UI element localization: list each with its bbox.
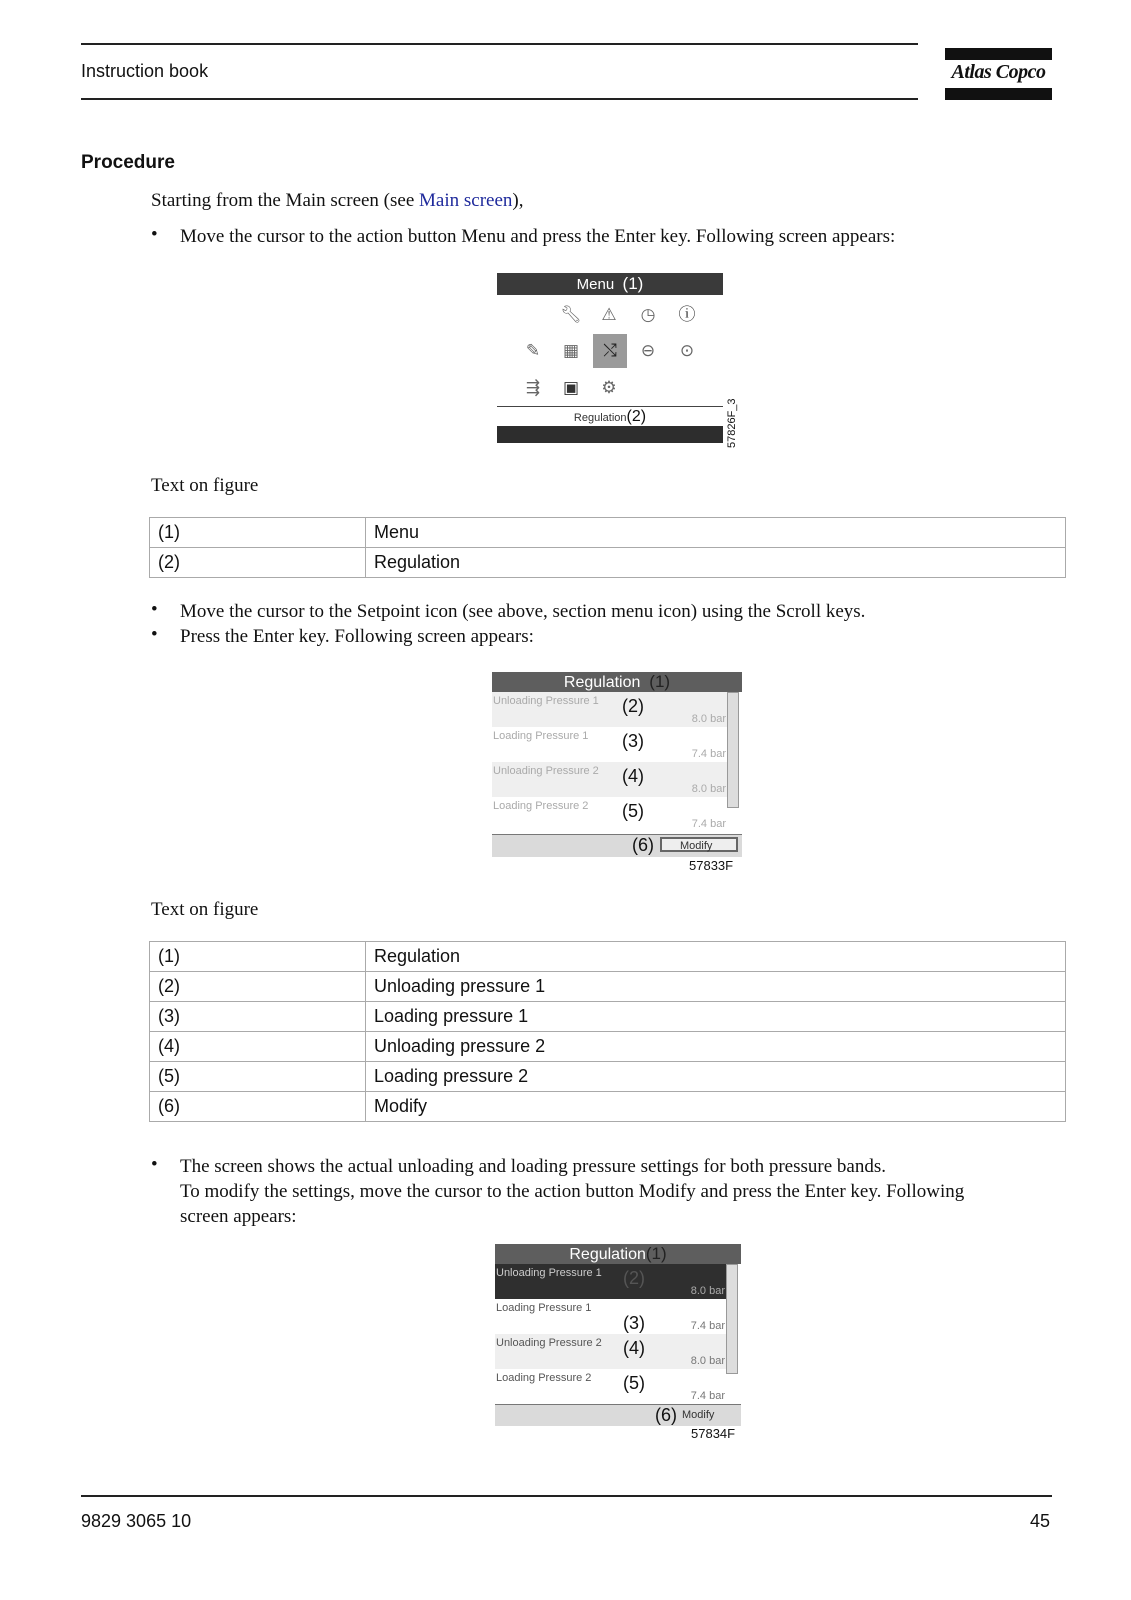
row-value: 8.0 bar (691, 713, 726, 725)
regulation-icon[interactable]: ⤭ (593, 334, 627, 368)
modify-callout: (6) (655, 1405, 677, 1425)
service-icon: ✎ (525, 341, 541, 361)
wrench-icon: 🔧︎ (560, 305, 582, 325)
bullet-menu-instruction: Move the cursor to the action button Menu and press the Enter key. Following screen appears: (180, 226, 896, 247)
legend-label: Regulation (366, 942, 1066, 972)
bullet-enter-instruction: Press the Enter key. Following screen appears: (180, 626, 534, 647)
row-value: 7.4 bar (691, 748, 726, 760)
table-row (150, 972, 1066, 1002)
row-label: Loading Pressure 1 (496, 1302, 592, 1314)
page-number: 45 (1030, 1511, 1051, 1531)
bullet-marker: • (151, 224, 158, 245)
intro-prefix: Starting from the Main screen (see (151, 190, 420, 211)
row-value: 7.4 bar (690, 1320, 725, 1332)
legend-num: (4) (150, 1032, 366, 1062)
figure1-code: 57826F_3 (726, 398, 738, 448)
document-number: 9829 3065 10 (81, 1511, 192, 1531)
logo-wordmark: Atlas Copco (951, 61, 1046, 83)
settings-icon: ⚙ (601, 378, 617, 398)
row-label: Loading Pressure 2 (496, 1372, 592, 1384)
legend-num: (6) (150, 1092, 366, 1122)
regulation-footer (495, 1404, 741, 1426)
regulation-footer (492, 834, 742, 857)
menu-screen-figure (497, 273, 723, 443)
save-icon: ▣ (562, 378, 580, 398)
row-value: 8.0 bar (691, 783, 726, 795)
row-callout: (2) (622, 696, 644, 716)
bullet-modify-line1: The screen shows the actual unloading and loading pressure settings for both pressure bands. (180, 1156, 886, 1177)
calendar-icon: ▦ (562, 341, 580, 361)
atlas-copco-logo (945, 48, 1052, 100)
modify-callout: (6) (632, 835, 654, 855)
scrollbar[interactable] (726, 1264, 738, 1374)
row-value: 7.4 bar (691, 818, 726, 830)
legend-label: Modify (366, 1092, 1066, 1122)
list-item[interactable] (492, 692, 728, 727)
list-item-selected[interactable] (495, 1264, 727, 1299)
row-callout: (5) (623, 1373, 645, 1393)
info-icon: ⓘ (678, 305, 696, 325)
minus-circle-icon: ⊖ (640, 341, 656, 361)
figure3-code: 57834F (691, 1426, 736, 1441)
bullet-marker: • (151, 599, 158, 620)
table-row (150, 518, 1066, 548)
header-title: Instruction book (81, 61, 209, 81)
menu-selected-item (497, 406, 723, 427)
intro-paragraph (151, 188, 524, 213)
legend-num: (3) (150, 1002, 366, 1032)
regulation-edit-screen-figure (495, 1244, 741, 1429)
list-item[interactable] (495, 1334, 727, 1369)
export-icon: ⇶ (525, 378, 541, 398)
legend-label: Unloading pressure 2 (366, 1032, 1066, 1062)
table-row (150, 1002, 1066, 1032)
list-item[interactable] (492, 797, 728, 832)
row-value: 8.0 bar (690, 1285, 725, 1297)
legend-num: (2) (150, 548, 366, 578)
table-row (150, 1032, 1066, 1062)
regulation-title: Regulation (563, 674, 641, 691)
row-callout: (3) (623, 1313, 645, 1333)
row-value: 7.4 bar (690, 1390, 725, 1402)
legend-label: Unloading pressure 1 (366, 972, 1066, 1002)
row-callout: (4) (622, 766, 644, 786)
table-row (150, 942, 1066, 972)
legend-label: Loading pressure 1 (366, 1002, 1066, 1032)
warning-icon: ⚠ (601, 305, 617, 325)
bullet-marker: • (151, 624, 158, 645)
legend-num: (5) (150, 1062, 366, 1092)
modify-button[interactable]: Modify (682, 1409, 715, 1421)
menu-title-callout: (1) (622, 274, 644, 293)
section-heading: Procedure (81, 152, 175, 173)
regulation-title-bar (492, 672, 742, 692)
row-value: 8.0 bar (690, 1355, 725, 1367)
bullet-modify-line2: To modify the settings, move the cursor to the action button Modify and press the Enter key. Following (180, 1181, 965, 1202)
row-label: Unloading Pressure 1 (493, 695, 599, 707)
bullet-marker: • (151, 1154, 158, 1175)
regulation-title-callout: (1) (649, 672, 671, 691)
main-screen-link[interactable]: Main screen (419, 190, 513, 211)
row-label: Loading Pressure 2 (493, 800, 589, 812)
modify-button[interactable]: Modify (660, 837, 738, 852)
figure2-legend-table (149, 941, 1066, 1122)
table-row (150, 1092, 1066, 1122)
list-item[interactable] (492, 727, 728, 762)
header-rule-top (81, 43, 918, 45)
legend-label: Menu (366, 518, 1066, 548)
scrollbar[interactable] (727, 692, 739, 808)
row-label: Unloading Pressure 1 (496, 1267, 602, 1279)
row-label: Unloading Pressure 2 (493, 765, 599, 777)
row-label: Loading Pressure 1 (493, 730, 589, 742)
logo-bar-bottom (945, 88, 1052, 100)
list-item[interactable] (495, 1369, 727, 1404)
row-label: Unloading Pressure 2 (496, 1337, 602, 1349)
regulation-title-callout: (1) (645, 1244, 667, 1263)
regulation-title-bar (495, 1244, 741, 1264)
header-rule-bottom (81, 98, 918, 100)
table-row (150, 548, 1066, 578)
arrow-circle-icon: ⊙ (679, 341, 695, 361)
logo-bar-top (945, 48, 1052, 60)
regulation-screen-figure (492, 672, 742, 862)
row-callout: (4) (623, 1338, 645, 1358)
menu-selected-label: Regulation (573, 412, 627, 424)
text-on-figure-caption-2: Text on figure (151, 899, 259, 920)
legend-num: (2) (150, 972, 366, 1002)
regulation-title: Regulation (569, 1246, 646, 1263)
figure2-code: 57833F (689, 858, 734, 873)
bullet-modify-line3: screen appears: (180, 1206, 297, 1227)
table-row (150, 1062, 1066, 1092)
legend-label: Regulation (366, 548, 1066, 578)
bullet-scroll-instruction: Move the cursor to the Setpoint icon (see above, section menu icon) using the Scroll keys. (180, 601, 866, 622)
menu-selected-callout: (2) (626, 408, 647, 425)
legend-label: Loading pressure 2 (366, 1062, 1066, 1092)
menu-title-bar (497, 273, 723, 295)
text-on-figure-caption-1: Text on figure (151, 475, 259, 496)
legend-num: (1) (150, 518, 366, 548)
menu-bottom-bar (497, 426, 723, 443)
timer-icon: ◷ (640, 305, 656, 325)
row-callout: (5) (622, 801, 644, 821)
footer-rule (81, 1495, 1052, 1497)
intro-suffix: ), (512, 190, 524, 211)
row-callout: (2) (623, 1268, 645, 1288)
menu-title: Menu (576, 276, 615, 293)
list-item[interactable] (495, 1299, 727, 1334)
row-callout: (3) (622, 731, 644, 751)
list-item[interactable] (492, 762, 728, 797)
legend-num: (1) (150, 942, 366, 972)
figure1-legend-table (149, 517, 1066, 578)
